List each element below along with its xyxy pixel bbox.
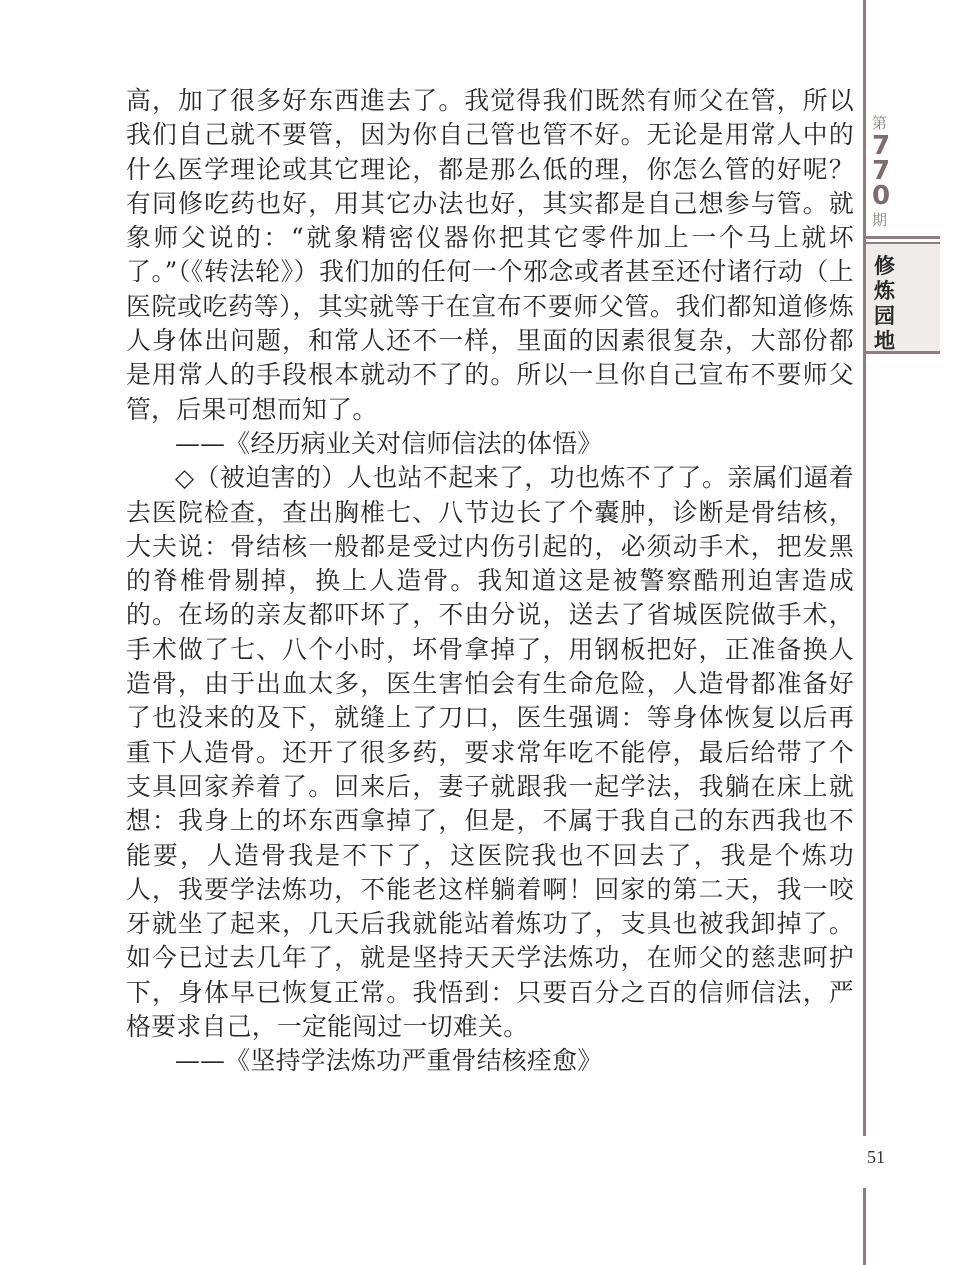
- paragraph-testimony: ◇（被迫害的）人也站不起来了，功也炼不了了。亲属们逼着去医院检查，查出胸椎七、八节边长了个囊肿，诊断是骨结核，大夫说：骨结核一般都是受过内伤引起的，必须动手术，把发黑的脊椎骨剔掉，换上人造骨。我知道这是被警察酷刑迫害造成的。在场的亲友都吓坏了，不由分说，送去了省城医院做手术，手术做了七、八个小时，坏骨拿掉了，用钢板把好，正准备换人造骨，由于出血太多，医生害怕会有生命危险，人造骨都准备好了也没来的及下，就缝上了刀口，医生强调：等身体恢复以后再重下人造骨。还开了很多药，要求常年吃不能停，最后给带了个支具回家养着了。回来后，妻子就跟我一起学法，我躺在床上就想：我身上的坏东西拿掉了，但是，不属于我自己的东西我也不能要，人造骨我是不下了，这医院我也不回去了，我是个炼功人，我要学法炼功，不能老这样躺着啊！回家的第二天，我一咬牙就坐了起来，几天后我就能站着炼功了，支具也被我卸掉了。如今已过去几年了，就是坚持天天学法炼功，在师父的慈悲呵护下，身体早已恢复正常。我悟到：只要百分之百的信师信法，严格要求自己，一定能闯过一切难关。: [126, 463, 854, 1042]
- issue-suffix: 期: [872, 211, 888, 229]
- article-source-2: ——《坚持学法炼功严重骨结核痊愈》: [175, 1046, 603, 1076]
- section-tab: [866, 244, 940, 354]
- page-number: 51: [867, 1147, 885, 1167]
- paragraph-continuation: 高，加了很多好东西進去了。我觉得我们既然有师父在管，所以我们自己就不要管，因为你自己管也管不好。无论是用常人中的什么医学理论或其它理论，都是那么低的理，你怎么管的好呢？有同修吃药也好，用其它办法也好，其实都是自己想参与管。就象师父说的：“就象精密仪器你把其它零件加上一个马上就坏了。”（《转法轮》）我们加的任何一个邪念或者甚至还付诸行动（上医院或吃药等），其实就等于在宣布不要师父管。我们都知道修炼人身体出问题，和常人还不一样，里面的因素很复杂，大部份都是用常人的手段根本就动不了的。所以一旦你自己宣布不要师父管，后果可想而知了。: [126, 86, 854, 424]
- main-text: [126, 84, 854, 1079]
- article-source-1: ——《经历病业关对信师信法的体悟》: [175, 428, 603, 458]
- section-title: 修炼园地: [874, 254, 895, 353]
- issue-tab: [866, 114, 940, 229]
- tab-divider: [866, 236, 940, 239]
- issue-prefix: 第: [872, 114, 888, 132]
- margin-rule-bottom: [863, 1188, 866, 1265]
- issue-number: 770: [872, 131, 891, 211]
